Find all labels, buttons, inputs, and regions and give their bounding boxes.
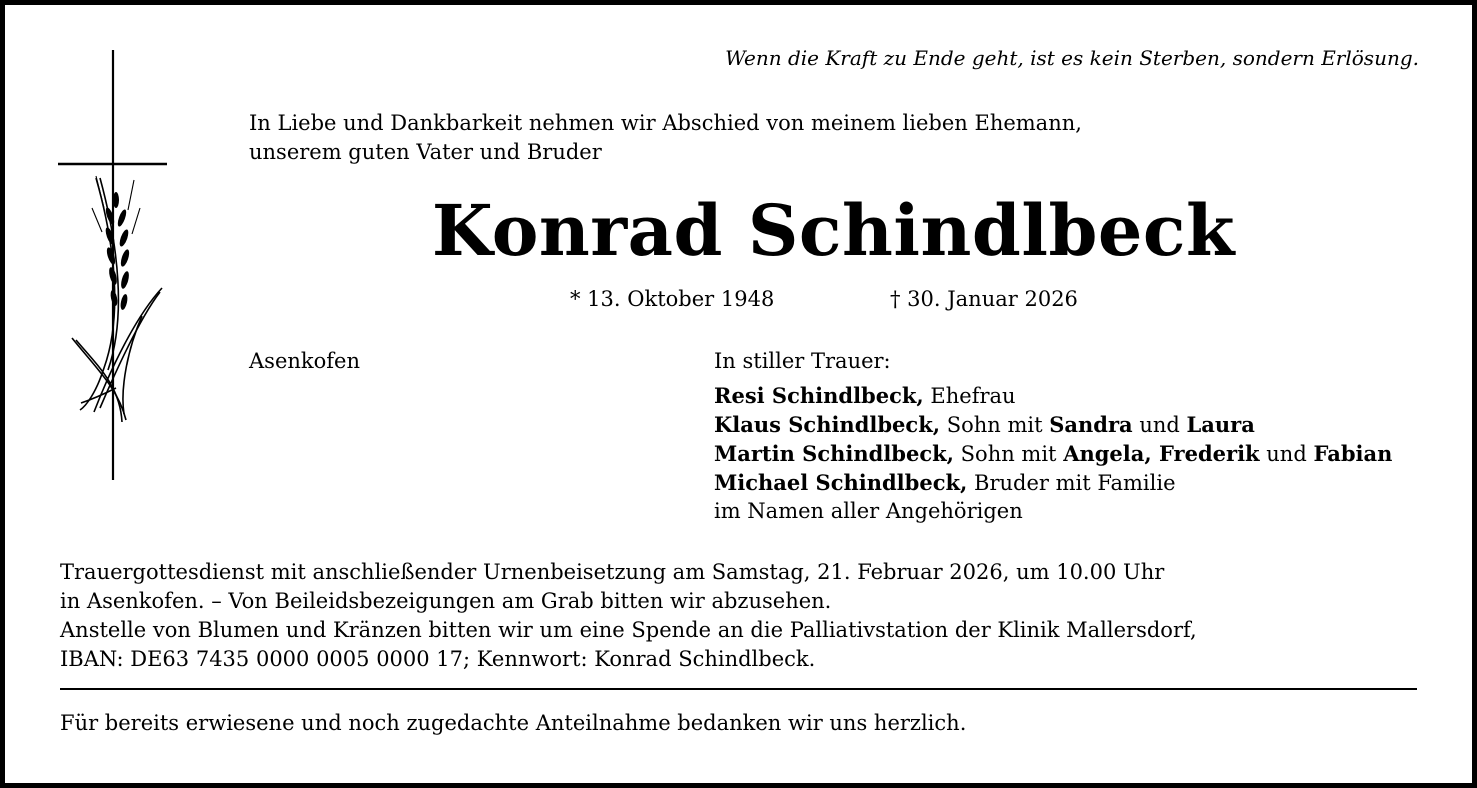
deceased-name: Konrad Schindlbeck [431,189,1236,272]
relative-name: Sandra [1049,412,1133,437]
family-member-name: Michael Schindlbeck, [714,470,968,495]
conjunction: und [1259,442,1314,466]
service-line-4: IBAN: DE63 7435 0000 0005 0000 17; Kennwort: Konrad Schindlbeck. [60,647,816,671]
intro-text [249,109,1082,167]
service-line-3: Anstelle von Blumen und Kränzen bitten wir um eine Spende an die Palliativstation der Klinik Mallersdorf, [60,618,1197,642]
conjunction: und [1132,413,1187,437]
place: Asenkofen [249,349,360,373]
mourning-heading: In stiller Trauer: [714,349,891,373]
relative-name: Angela, Frederik [1063,441,1260,466]
motto: Wenn die Kraft zu Ende geht, ist es kein Sterben, sondern Erlösung. [725,46,1419,70]
thanks-text: Für bereits erwiesene und noch zugedachte Anteilnahme bedanken wir uns herzlich. [60,711,967,735]
family-member [714,439,1392,468]
family-member [714,410,1392,439]
family-closing [714,497,1392,526]
family-closing-text: im Namen aller Angehörigen [714,499,1023,523]
family-member-role: Sohn mit [954,442,1064,466]
birth-date: * 13. Oktober 1948 [570,287,775,311]
service-line-2: in Asenkofen. – Von Beileidsbezeigungen am Grab bitten wir abzusehen. [60,589,832,613]
intro-line-1: In Liebe und Dankbarkeit nehmen wir Abschied von meinem lieben Ehemann, [249,111,1082,135]
family-member-role: Sohn mit [940,413,1050,437]
family-member [714,381,1392,410]
family-list [714,381,1392,526]
family-member-name: Klaus Schindlbeck, [714,412,941,437]
family-member-role: Bruder mit Familie [967,471,1176,495]
service-info [60,558,1197,674]
family-member-role: Ehefrau [923,384,1016,408]
intro-line-2: unserem guten Vater und Bruder [249,140,602,164]
relative-name: Fabian [1313,441,1393,466]
family-member-name: Resi Schindlbeck, [714,383,924,408]
family-member [714,468,1392,497]
death-date: † 30. Januar 2026 [890,287,1078,311]
service-line-1: Trauergottesdienst mit anschließender Urnenbeisetzung am Samstag, 21. Februar 2026, um 10.00 Uhr [60,560,1165,584]
divider [60,688,1417,690]
relative-name: Laura [1186,412,1255,437]
family-member-name: Martin Schindlbeck, [714,441,954,466]
